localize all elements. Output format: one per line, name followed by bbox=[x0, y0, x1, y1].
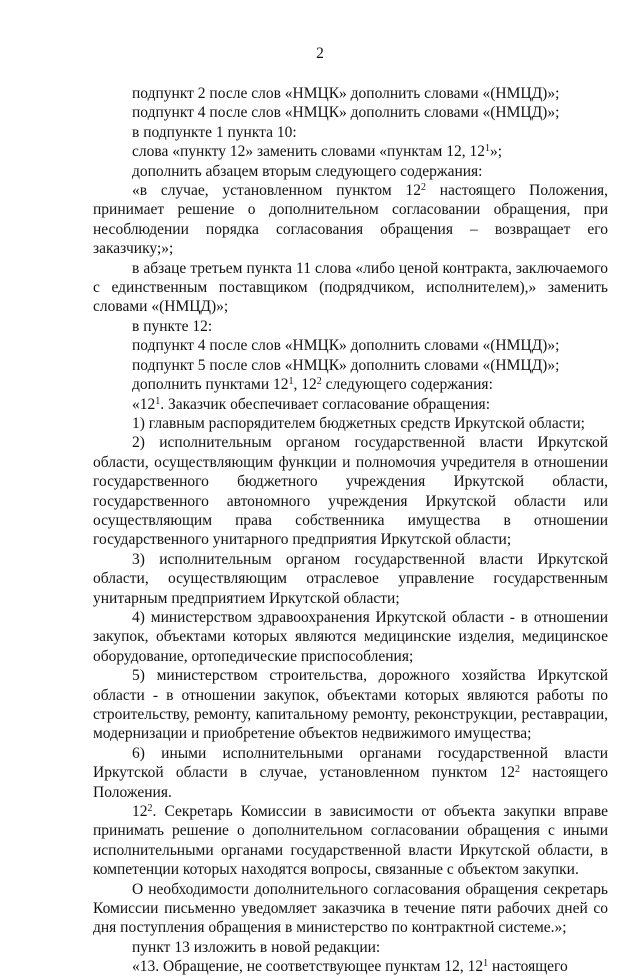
paragraph bbox=[93, 317, 608, 336]
text-run: подпункт 4 после слов «НМЦК» дополнить словами «(НМЦД)»; bbox=[132, 104, 560, 122]
superscript: 1 bbox=[155, 395, 161, 407]
text-run: О необходимости дополнительного согласования обращения секретарь Комиссии письменно уведомляет заказчика в течение пяти рабочих дней со дня поступления обращения в министерство по контрактной системе.»; bbox=[93, 880, 608, 937]
paragraph bbox=[93, 880, 608, 938]
text-run: 12 bbox=[132, 803, 148, 821]
paragraph bbox=[93, 957, 608, 976]
paragraph bbox=[93, 103, 608, 122]
text-run: слова «пункту 12» заменить словами «пунктам 12, 12 bbox=[132, 143, 485, 161]
text-run: в пункте 12: bbox=[132, 317, 213, 335]
paragraph bbox=[93, 356, 608, 375]
paragraph bbox=[93, 181, 608, 259]
paragraph bbox=[93, 744, 608, 802]
superscript: 2 bbox=[420, 182, 426, 194]
paragraph bbox=[93, 666, 608, 744]
text-run: настоящего Положения. bbox=[93, 764, 608, 801]
superscript: 1 bbox=[483, 958, 489, 970]
text-run: 3) исполнительным органом государственной власти Иркутской области, осуществляющим отраслевое управление государственным унитарным предприятием Иркутской области; bbox=[93, 550, 608, 607]
paragraph bbox=[93, 375, 608, 394]
text-run: подпункт 2 после слов «НМЦК» дополнить словами «(НМЦД)»; bbox=[132, 85, 560, 102]
text-run: 6) иными исполнительными органами государственной власти Иркутской области в случае, установленном пунктом 12 bbox=[93, 744, 608, 782]
text-run: 1) главным распорядителем бюджетных средств Иркутской области; bbox=[132, 414, 585, 432]
paragraph bbox=[93, 433, 608, 549]
text-run: следующего содержания: bbox=[321, 376, 493, 394]
text-run: , 12 bbox=[293, 376, 317, 394]
paragraph bbox=[93, 395, 608, 414]
text-run: . Секретарь Комиссии в зависимости от объекта закупки вправе принимать решение о дополнительном согласовании обращения с иными исполнительными органами государственной власти Иркутской области, в компетенции которых находятся вопросы, связанные с объектом закупки. bbox=[93, 803, 608, 879]
paragraph bbox=[93, 608, 608, 666]
text-run: «в случае, установленном пунктом 12 bbox=[132, 182, 421, 200]
text-run: пункт 13 изложить в новой редакции: bbox=[132, 938, 381, 956]
superscript: 1 bbox=[485, 143, 490, 155]
paragraph bbox=[93, 336, 608, 355]
superscript: 1 bbox=[288, 376, 294, 388]
text-run: дополнить абзацем вторым следующего содержания: bbox=[132, 162, 483, 180]
text-run: настоящего Положения, принимает решение о дополнительном согласовании обращения, при несоблюдении порядка согласования обращения – возвращает его заказчику;»; bbox=[93, 182, 609, 258]
text-run: «13. Обращение, не соответствующее пунктам 12, 12 bbox=[132, 958, 484, 976]
document-body bbox=[93, 84, 608, 977]
paragraph bbox=[93, 162, 608, 181]
paragraph bbox=[93, 414, 608, 433]
text-run: настоящего bbox=[488, 958, 568, 976]
page-number: 2 bbox=[316, 45, 324, 62]
text-run: в подпункте 1 пункта 10: bbox=[132, 123, 297, 141]
text-run: подпункт 4 после слов «НМЦК» дополнить словами «(НМЦД)»; bbox=[132, 337, 560, 355]
paragraph bbox=[93, 938, 608, 957]
paragraph bbox=[93, 550, 608, 608]
text-run: 5) министерством строительства, дорожного хозяйства Иркутской области - в отношении закупок, объектами которых являются работы по строительству, ремонту, капитальному ремонту, реконструкции, реставрации, модернизации и приобретение объектов недвижимого имущества; bbox=[93, 667, 608, 743]
superscript: 2 bbox=[316, 376, 322, 388]
paragraph bbox=[93, 259, 608, 317]
text-run: в абзаце третьем пункта 11 слова «либо ценой контракта, заключаемого с единственным поставщиком (подрядчиком, исполнителем),» заменить словами «(НМЦД)»; bbox=[93, 259, 608, 316]
text-run: . Заказчик обеспечивает согласование обращения: bbox=[160, 395, 490, 413]
text-run: «12 bbox=[132, 395, 156, 413]
superscript: 2 bbox=[515, 764, 521, 776]
text-run: »; bbox=[490, 143, 503, 161]
paragraph bbox=[93, 84, 608, 103]
text-run: подпункт 5 после слов «НМЦК» дополнить словами «(НМЦД)»; bbox=[132, 356, 560, 374]
paragraph bbox=[93, 123, 608, 142]
text-run: дополнить пунктами 12 bbox=[132, 376, 289, 394]
text-run: 2) исполнительным органом государственной власти Иркутской области, осуществляющим функции и полномочия учредителя в отношении государственного бюджетного учреждения Иркутской области, государственного автономного учреждения Иркутской области или осуществляющим права собственника имущества в отношении государственного унитарного предприятия Иркутской области; bbox=[93, 434, 608, 549]
superscript: 2 bbox=[147, 803, 153, 815]
text-run: 4) министерством здравоохранения Иркутской области - в отношении закупок, объектами которых являются медицинские изделия, медицинское оборудование, ортопедические приспособления; bbox=[93, 608, 608, 665]
paragraph bbox=[93, 802, 608, 880]
paragraph bbox=[93, 142, 608, 161]
